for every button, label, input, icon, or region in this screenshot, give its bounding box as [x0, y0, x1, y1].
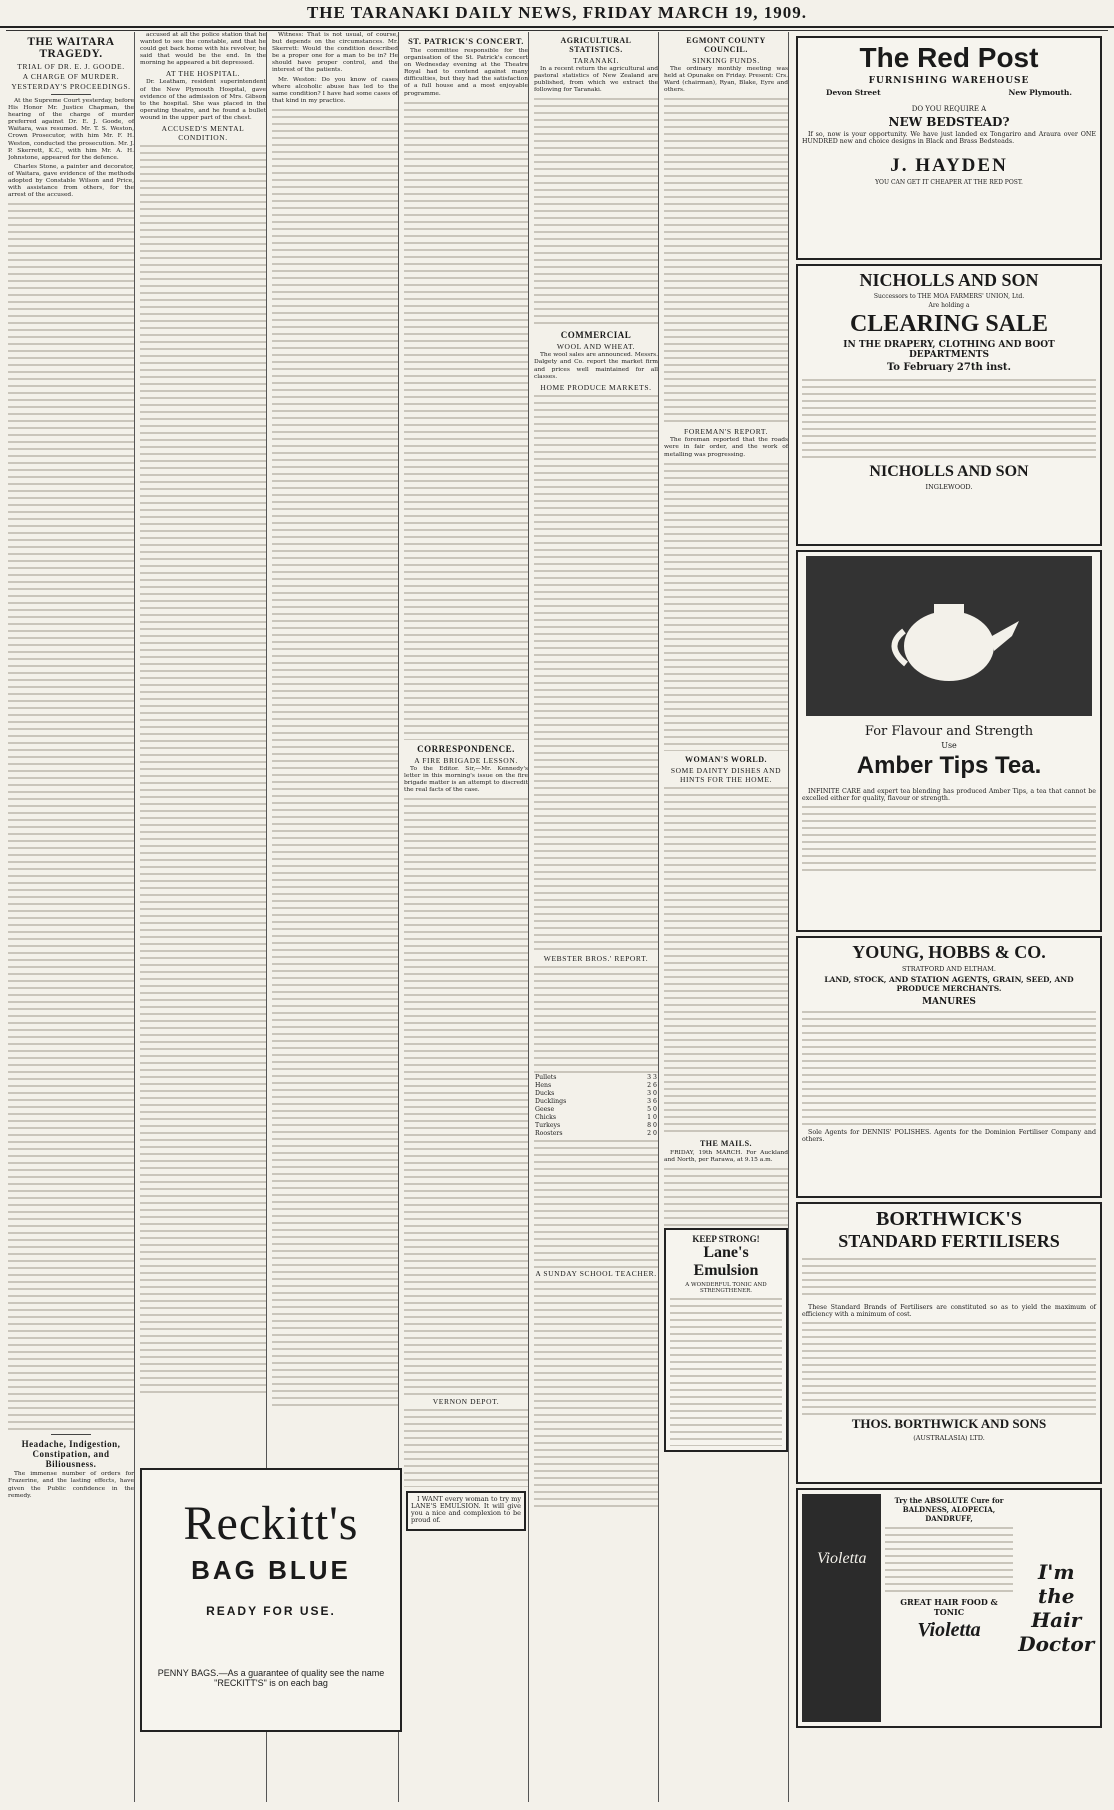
ad-footer: NICHOLLS AND SON	[869, 463, 1029, 480]
divider	[51, 94, 91, 95]
ad-title: YOUNG, HOBBS & CO.	[852, 942, 1046, 962]
row-value: 3 6	[647, 1097, 657, 1105]
table-row	[534, 1130, 658, 1138]
ad-subtitle: Successors to THE MOA FARMERS' UNION, Ltd.	[873, 293, 1025, 300]
hair-ad-text	[885, 1494, 1012, 1722]
teapot-illustration	[806, 556, 1092, 716]
ad-body-filler	[802, 1256, 1096, 1300]
ad-clearing-sale: CLEARING SALE	[849, 311, 1049, 337]
row-label: Geese	[535, 1105, 555, 1113]
row-value: 2 6	[647, 1081, 657, 1089]
article-body-filler	[534, 1279, 658, 1509]
ad-departments: IN THE DRAPERY, CLOTHING AND BOOT DEPARTMENTS	[843, 340, 1055, 360]
article-body-filler	[8, 201, 134, 1431]
ad-text: The immense number of orders for Frazerine, and the lasting effects, have given the Public confidence in the remedy.	[8, 1471, 134, 1499]
ad-tagline: YOU CAN GET IT CHEAPER AT THE RED POST.	[875, 179, 1023, 187]
article-paragraph: Mr. Weston: Do you know of cases where alcoholic abuse has led to the same condition? I have had some cases of that kind in my practice.	[272, 76, 398, 104]
ad-body-filler	[802, 804, 1096, 876]
article-body-filler	[664, 1166, 788, 1226]
ad-tagline: A WONDERFUL TONIC AND STRENGTHENER.	[685, 1281, 767, 1294]
letter-paragraph: To the Editor. Sir,—Mr. Kennedy's letter in this morning's issue on the fire brigade matter is an attempt to discredit the real facts of the case.	[404, 765, 528, 793]
ad-body-filler	[885, 1525, 1012, 1595]
row-label: Ducklings	[535, 1097, 567, 1105]
column-6	[664, 32, 789, 1802]
row-value: 5 0	[647, 1105, 657, 1113]
section-subhead: FOREMAN'S REPORT.	[684, 427, 768, 437]
ad-subtitle: STANDARD FERTILISERS	[838, 1231, 1060, 1251]
hair-bottle	[802, 1494, 881, 1722]
ad-tagline: GREAT HAIR FOOD & TONIC	[900, 1597, 998, 1617]
poultry-rows	[534, 1074, 658, 1138]
column-5	[534, 32, 659, 1802]
lane-emulsion-notice	[406, 1491, 526, 1531]
section-subhead: HOME PRODUCE MARKETS.	[540, 382, 652, 392]
article-paragraph: Witness: That is not usual, of course, but depends on the circumstances. Mr. Skerrett: Would the condition described be a proper one for a man to be in? He should have proper control, and the interest of the patients.	[272, 32, 398, 74]
row-label: Pullets	[535, 1073, 557, 1081]
section-subhead: A SUNDAY SCHOOL TEACHER.	[535, 1268, 657, 1278]
section-subhead: SOME DAINTY DISHES AND HINTS FOR THE HOME.	[670, 765, 782, 784]
reckitts-bag-blue-ad	[140, 1468, 402, 1732]
row-value: 2 0	[647, 1129, 657, 1137]
lane-emulsion-ad	[664, 1228, 788, 1452]
row-label: Hens	[535, 1081, 552, 1089]
table-row	[534, 1106, 658, 1114]
column-1	[8, 32, 135, 1802]
article-body-filler	[664, 461, 788, 751]
article-subhead: YESTERDAY'S PROCEEDINGS.	[11, 82, 131, 91]
ad-subtitle: FURNISHING WAREHOUSE	[868, 76, 1030, 86]
bottle-brand: Violetta	[816, 1550, 867, 1567]
ad-title: The Red Post	[859, 42, 1039, 73]
section-headline: CORRESPONDENCE.	[417, 743, 515, 754]
ad-notice: PENNY BAGS.—As a guarantee of quality see the name "RECKITT'S" is on each bag	[157, 1668, 385, 1688]
article-paragraph: At the Supreme Court yesterday, before His Honor Mr. Justice Chapman, the hearing of the charge of murder preferred against Dr. E. J. Goode, of Waitara, was resumed. Mr. T. S. Weston, Crown Prosecutor, with him Mr. F. H. Weston, conducted the prosecution. Mr. J. P. Skerrett, K.C., with him Mr. A. H. Johnstone, appeared for the defence.	[8, 98, 134, 161]
article-body-filler	[534, 393, 658, 953]
ad-body: These Standard Brands of Fertilisers are constituted so as to yield the maximum of efficiency with a minimum of cost.	[802, 1304, 1096, 1319]
ad-address	[802, 88, 1096, 97]
ad-brand: Violetta	[917, 1619, 981, 1641]
table-row	[534, 1074, 658, 1082]
article-headline: ST. PATRICK'S CONCERT.	[408, 36, 524, 46]
article-body-filler	[534, 1138, 658, 1268]
section-headline: THE MAILS.	[699, 1138, 753, 1148]
ad-proprietor: J. HAYDEN	[890, 155, 1008, 177]
article-body-filler	[404, 796, 528, 1396]
row-label: Turkeys	[535, 1121, 561, 1129]
section-subhead: WEBSTER BROS.' REPORT.	[543, 953, 649, 963]
ad-headline: Headache, Indigestion, Constipation, and Biliousness.	[21, 1439, 121, 1470]
nicholls-clearing-ad	[796, 264, 1102, 546]
article-paragraph: The wool sales are announced. Messrs. Dalgety and Co. report the market firm and prices well maintained for all classes.	[534, 352, 658, 380]
ad-subtitle-2: LAND, STOCK, AND STATION AGENTS, GRAIN, SEED, AND PRODUCE MERCHANTS.	[824, 975, 1074, 993]
section-subhead: TARANAKI.	[573, 56, 619, 65]
row-value: 3 0	[647, 1089, 657, 1097]
ad-body-filler	[802, 1320, 1096, 1416]
ad-lead: For Flavour and Strength	[864, 724, 1034, 739]
ad-date: To February 27th inst.	[886, 362, 1012, 373]
ad-tagline: READY FOR USE.	[206, 1604, 336, 1618]
row-value: 3 3	[647, 1073, 657, 1081]
section-headline: EGMONT COUNTY COUNCIL.	[686, 36, 766, 54]
ad-question: DO YOU REQUIRE A	[911, 105, 987, 113]
section-subhead: VERNON DEPOT.	[432, 1397, 500, 1407]
ad-lead: Try the ABSOLUTE Cure for BALDNESS, ALOPECIA, DANDRUFF,	[894, 1496, 1004, 1523]
section-subhead: WOOL AND WHEAT.	[556, 342, 636, 352]
section-subhead: AT THE HOSPITAL.	[165, 69, 241, 79]
teapot-icon	[874, 576, 1024, 696]
table-row	[534, 1122, 658, 1130]
article-paragraph: In a recent return the agricultural and pastoral statistics of New Zealand are published, from which we extract the following for Taranaki.	[534, 66, 658, 94]
article-body-filler	[140, 143, 266, 1393]
article-paragraph: The ordinary monthly meeting was held at Opunake on Friday. Present: Crs. Ward (chairman), Ryan, Blake, Eyre and others.	[664, 66, 788, 94]
section-headline: COMMERCIAL	[560, 330, 632, 341]
ad-heading: KEEP STRONG!	[692, 1233, 760, 1244]
row-label: Roosters	[535, 1129, 563, 1137]
article-paragraph: Dr. Leatham, resident superintendent of the New Plymouth Hospital, gave evidence of the admission of Mrs. Gibson to the hospital. She was placed in the operating theatre, and he found a bullet wound in the upper part of the chest.	[140, 79, 266, 121]
top-rule	[6, 30, 1108, 31]
hair-doctor-block	[1017, 1494, 1096, 1722]
table-row	[534, 1082, 658, 1090]
column-4	[404, 32, 529, 1802]
article-paragraph: Charles Stone, a painter and decorator, of Waitara, gave evidence of the methods adopted by Constable Wilson and Price, with assistance from others, for the arrest of the accused.	[8, 163, 134, 199]
mail-schedule: FRIDAY, 19th MARCH. For Auckland and North, per Rarawa, at 9.15 a.m.	[664, 1149, 788, 1163]
article-paragraph: accused at all the police station that he wanted to see the constable, and that he could get back home with his revolver, he said that would be the end. In the morning he appeared a bit depressed.	[140, 32, 266, 67]
ad-footer-2: (AUSTRALASIA) LTD.	[913, 1434, 985, 1443]
ad-product: BAG BLUE	[191, 1555, 351, 1585]
section-headline: WOMAN'S WORLD.	[685, 754, 767, 764]
masthead: THE TARANAKI DAILY NEWS, FRIDAY MARCH 19, 1909.	[0, 0, 1114, 28]
ad-script: I'm the Hair Doctor	[1018, 1560, 1095, 1656]
borthwick-ad	[796, 1202, 1102, 1484]
red-post-ad	[796, 36, 1102, 260]
row-label: Ducks	[535, 1089, 555, 1097]
row-value: 1 0	[647, 1113, 657, 1121]
amber-tips-ad	[796, 550, 1102, 932]
article-body-filler	[404, 1407, 528, 1487]
ad-body-filler	[670, 1296, 782, 1446]
article-body-filler	[664, 785, 788, 1135]
young-hobbs-ad	[796, 936, 1102, 1198]
ad-body-filler	[802, 1009, 1096, 1129]
ad-title: NICHOLLS AND SON	[859, 270, 1039, 290]
section-subhead: SINKING FUNDS.	[692, 56, 760, 65]
ad-subtitle: STRATFORD AND ELTHAM.	[902, 965, 996, 973]
table-row	[534, 1114, 658, 1122]
ad-use: Use	[941, 741, 957, 750]
address-left: Devon Street	[826, 88, 881, 97]
ad-question-2: NEW BEDSTEAD?	[888, 115, 1010, 129]
article-subhead: A CHARGE OF MURDER.	[22, 72, 120, 81]
article-subhead: TRIAL OF DR. E. J. GOODE.	[17, 62, 125, 71]
ad-manures: MANURES	[922, 997, 976, 1007]
ad-brand: Amber Tips Tea.	[856, 752, 1042, 779]
divider	[51, 1434, 91, 1435]
table-row	[534, 1098, 658, 1106]
ad-footer: THOS. BORTHWICK AND SONS	[851, 1416, 1047, 1432]
article-body-filler	[664, 96, 788, 426]
article-body-filler	[534, 964, 658, 1074]
ad-body: Sole Agents for DENNIS' POLISHES. Agents for the Dominion Fertiliser Company and others.	[802, 1129, 1096, 1144]
article-body-filler	[534, 96, 658, 326]
ad-are: Are holding a	[928, 302, 970, 309]
article-paragraph: The foreman reported that the roads were in fair order, and the work of metalling was progressing.	[664, 437, 788, 458]
ad-body: INFINITE CARE and expert tea blending has produced Amber Tips, a tea that cannot be excelled either for quality, flavour or strength.	[802, 788, 1096, 803]
section-subhead: ACCUSED'S MENTAL CONDITION.	[161, 124, 245, 143]
poultry-price-table	[534, 1074, 658, 1138]
column-ads	[794, 32, 1104, 1802]
ad-title: BORTHWICK'S	[876, 1208, 1022, 1230]
article-body-filler	[404, 100, 528, 740]
notice-text: I WANT every woman to try my LANE'S EMULSION. It will give you a nice and complexion to be proud of.	[411, 1495, 521, 1525]
violetta-hair-ad	[796, 1488, 1102, 1728]
address-right: New Plymouth.	[1008, 88, 1072, 97]
row-value: 8 0	[647, 1121, 657, 1129]
ad-body: If so, now is your opportunity. We have just landed ex Tongariro and Araura over ONE HUNDRED new and choice designs in Black and Brass Bedsteads.	[802, 131, 1096, 146]
section-headline: AGRICULTURAL STATISTICS.	[560, 36, 632, 54]
article-paragraph: The committee responsible for the organisation of the St. Patrick's concert on Wednesday evening at the Theatre Royal had to contend against many difficulties, but they had the satisfaction of a full house and a most enjoyable programme.	[404, 48, 528, 97]
article-body-filler	[272, 107, 398, 1407]
ad-brand: Reckitt's	[183, 1497, 359, 1550]
columns	[8, 32, 1106, 1802]
ad-town: INGLEWOOD.	[925, 483, 973, 491]
ad-body-filler	[802, 377, 1096, 459]
table-row	[534, 1090, 658, 1098]
article-headline: THE WAITARA TRAGEDY.	[27, 36, 115, 60]
section-subhead: A FIRE BRIGADE LESSON.	[414, 755, 518, 765]
ad-brand: Lane's Emulsion	[693, 1243, 759, 1279]
row-label: Chicks	[535, 1113, 557, 1121]
